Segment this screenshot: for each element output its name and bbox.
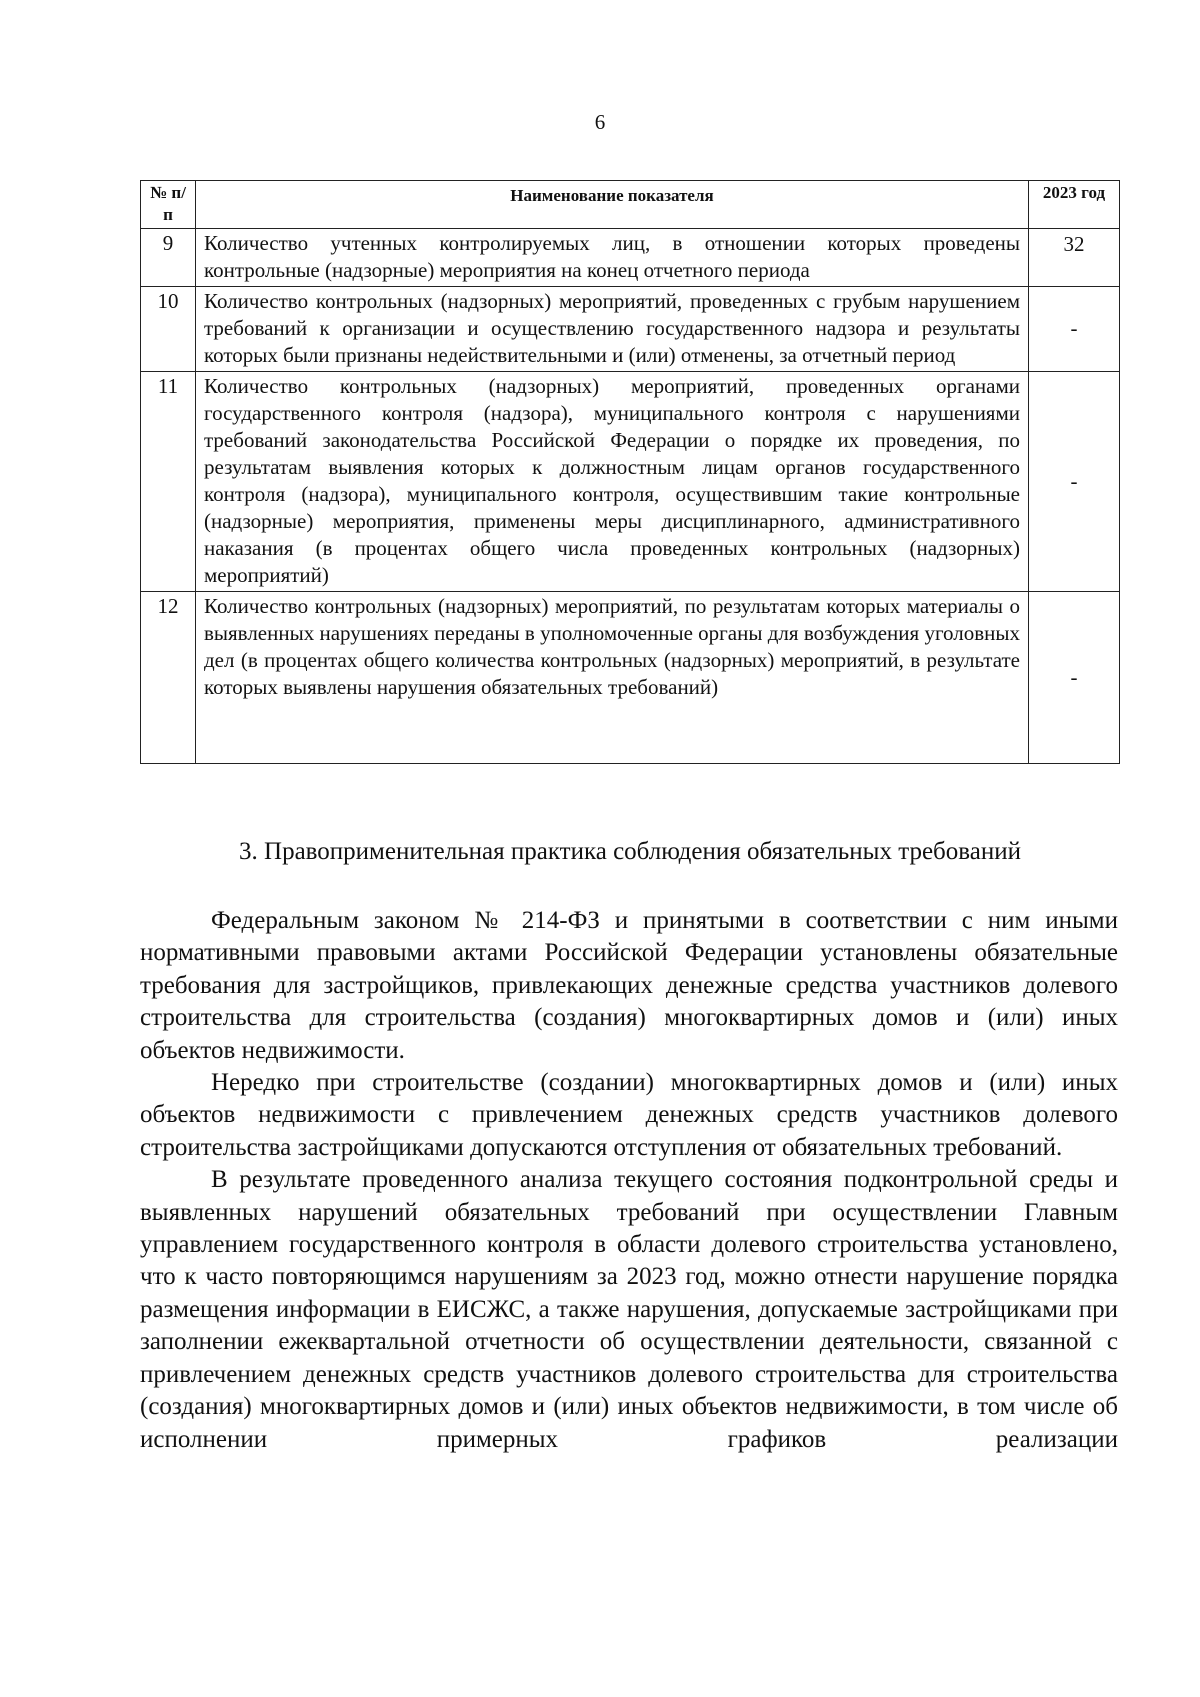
row-number: 10 [141, 287, 196, 372]
table-row [141, 372, 1120, 592]
page-number: 6 [594, 110, 606, 134]
indicator-value: 32 [1029, 229, 1120, 287]
indicator-name: Количество контрольных (надзорных) мероприятий, по результатам которых материалы о выявленных нарушениях переданы в уполномоченные органы для возбуждения уголовных дел (в процентах общего количества контрольных (надзорных) мероприятий, в результате которых выявлены нарушения обязательных требований) [196, 592, 1029, 764]
row-number: 11 [141, 372, 196, 592]
header-name: Наименование показателя [196, 181, 1029, 229]
paragraph: Нередко при строительстве (создании) многоквартирных домов и (или) иных объектов недвижимости с привлечением денежных средств участников долевого строительства застройщиками допускаются отступления от обязательных требований. [140, 1069, 1118, 1161]
paragraph: В результате проведенного анализа текущего состояния подконтрольной среды и выявленных нарушений обязательных требований при осуществлении Главным управлением государственного контроля в области долевого строительства установлено, что к часто повторяющимся нарушениям за 2023 год, можно отнести нарушение порядка размещения информации в ЕИСЖС, а также нарушения, допускаемые застройщиками при заполнении ежеквартальной отчетности об осуществлении деятельности, связанной с привлечением денежных средств участников долевого строительства для строительства (создания) многоквартирных домов и (или) иных объектов недвижимости, в том числе об исполнении примерных графиков реализации [140, 1166, 1118, 1453]
indicator-name: Количество контрольных (надзорных) мероприятий, проведенных органами государственного контроля (надзора), муниципального контроля с нарушениями требований законодательства Российской Федерации о порядке их проведения, по результатам выявления которых к должностным лицам органов государственного контроля (надзора), муниципального контроля, осуществившим такие контрольные (надзорные) мероприятия, применены меры дисциплинарного, административного наказания (в процентах общего числа проведенных контрольных (надзорных) мероприятий) [196, 372, 1029, 592]
indicator-value: - [1029, 287, 1120, 372]
row-number: 12 [141, 592, 196, 764]
table-row [141, 592, 1120, 764]
indicator-value: - [1029, 372, 1120, 592]
header-num: № п/п [141, 181, 196, 229]
table-row [141, 229, 1120, 287]
paragraph: Федеральным законом № 214-ФЗ и принятыми в соответствии с ним иными нормативными правовыми актами Российской Федерации установлены обязательные требования для застройщиков, привлекающих денежные средства участников долевого строительства для строительства (создания) многоквартирных домов и (или) иных объектов недвижимости. [140, 907, 1118, 1064]
indicator-name: Количество контрольных (надзорных) мероприятий, проведенных с грубым нарушением требований к организации и осуществлению государственного надзора и результаты которых были признаны недействительными и (или) отменены, за отчетный период [196, 287, 1029, 372]
table-row [141, 287, 1120, 372]
indicator-name: Количество учтенных контролируемых лиц, в отношении которых проведены контрольные (надзорные) мероприятия на конец отчетного периода [196, 229, 1029, 287]
row-number: 9 [141, 229, 196, 287]
section-body [140, 905, 1118, 1456]
table-header-row [141, 181, 1120, 229]
header-year: 2023 год [1029, 181, 1120, 229]
indicators-table [140, 180, 1120, 764]
section-heading: 3. Правоприменительная практика соблюдения обязательных требований [239, 838, 1021, 865]
indicator-value: - [1029, 592, 1120, 764]
